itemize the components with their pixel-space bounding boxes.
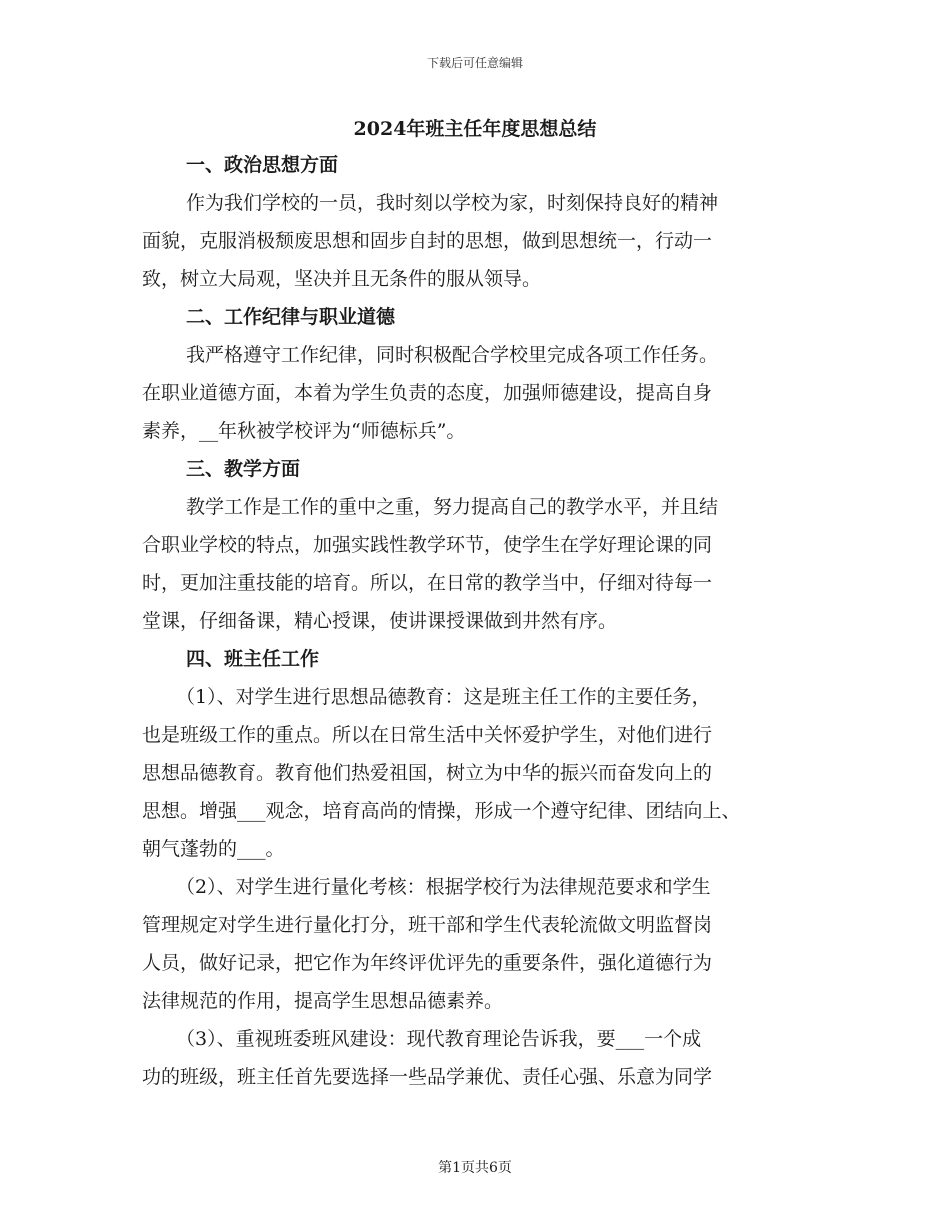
paragraph-line: 堂课，仔细备课，精心授课，使讲课授课做到井然有序。	[142, 610, 618, 632]
paragraph-line: （3）、重视班委班风建设：现代教育理论告诉我，要___一个成	[176, 1028, 702, 1050]
body-paragraph	[142, 336, 812, 450]
paragraph-line: （2）、对学生进行量化考核：根据学校行为法律规范要求和学生	[176, 876, 711, 898]
body-paragraph	[142, 184, 812, 298]
document-body	[142, 146, 812, 1096]
paragraph-line: 思想品德教育。教育他们热爱祖国，树立为中华的振兴而奋发向上的	[142, 762, 713, 784]
paragraph-line: 人员，做好记录，把它作为年终评优评先的重要条件，强化道德行为	[142, 952, 713, 974]
paragraph-line: 朝气蓬勃的___。	[142, 838, 285, 860]
paragraph-line: 素养，__年秋被学校评为“师德标兵”。	[142, 420, 466, 442]
paragraph-line: 在职业道德方面，本着为学生负责的态度，加强师德建设，提高自身	[142, 382, 713, 404]
paragraph-line: 时，更加注重技能的培育。所以，在日常的教学当中，仔细对待每一	[142, 572, 713, 594]
paragraph-line: 作为我们学校的一员，我时刻以学校为家，时刻保持良好的精神	[186, 192, 719, 214]
document-title: 2024年班主任年度思想总结	[353, 118, 597, 140]
section-heading: 一、政治思想方面	[186, 154, 339, 176]
header-note: 下载后可任意编辑	[426, 56, 523, 70]
body-paragraph	[142, 1020, 812, 1096]
section-heading: 二、工作纪律与职业道德	[186, 306, 396, 328]
paragraph-line: 面貌，克服消极颓废思想和固步自封的思想，做到思想统一，行动一	[142, 230, 713, 252]
paragraph-line: 教学工作是工作的重中之重，努力提高自己的教学水平，并且结	[186, 496, 719, 518]
paragraph-line: （1）、对学生进行思想品德教育：这是班主任工作的主要任务，	[176, 686, 711, 708]
paragraph-line: 致，树立大局观，坚决并且无条件的服从领导。	[142, 268, 542, 290]
paragraph-line: 我严格遵守工作纪律，同时积极配合学校里完成各项工作任务。	[186, 344, 719, 366]
section-heading: 四、班主任工作	[186, 648, 320, 670]
paragraph-line: 也是班级工作的重点。所以在日常生活中关怀爱护学生，对他们进行	[142, 724, 713, 746]
body-paragraph	[142, 868, 812, 1020]
paragraph-line: 合职业学校的特点，加强实践性教学环节，使学生在学好理论课的同	[142, 534, 713, 556]
body-paragraph	[142, 678, 812, 868]
section-heading: 三、教学方面	[186, 458, 301, 480]
paragraph-line: 功的班级，班主任首先要选择一些品学兼优、责任心强、乐意为同学	[142, 1066, 713, 1088]
paragraph-line: 思想。增强___观念，培育高尚的情操，形成一个遵守纪律、团结向上、	[142, 800, 741, 822]
page-footer: 第1页共6页	[438, 1160, 512, 1176]
paragraph-line: 管理规定对学生进行量化打分，班干部和学生代表轮流做文明监督岗	[142, 914, 713, 936]
body-paragraph	[142, 488, 812, 640]
paragraph-line: 法律规范的作用，提高学生思想品德素养。	[142, 990, 504, 1012]
